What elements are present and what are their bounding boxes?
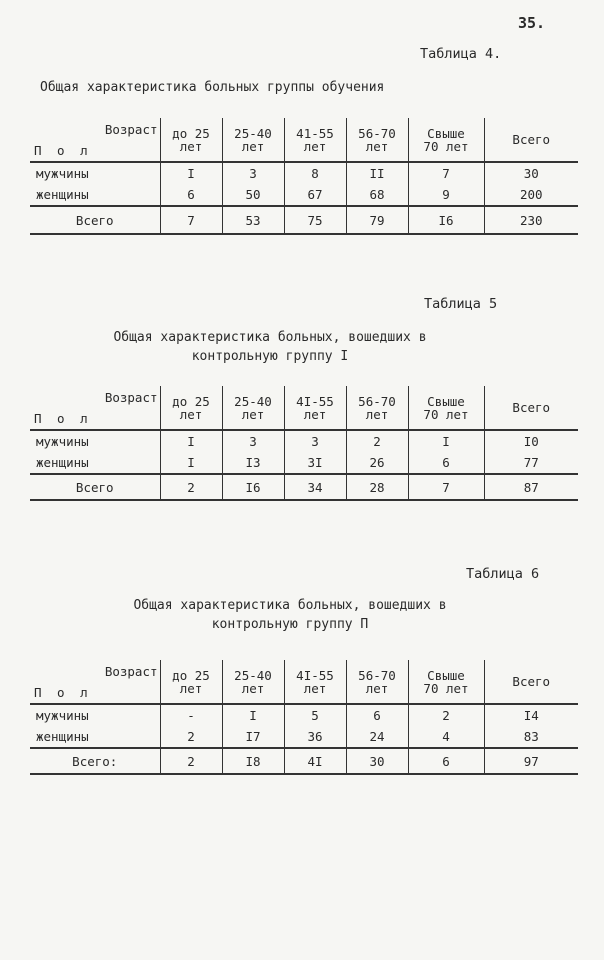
table-title: [40, 78, 460, 97]
table-cell: II: [346, 162, 408, 184]
column-header-line: 25-40: [234, 667, 272, 683]
table-cell: I3: [222, 452, 284, 474]
column-header-line: лет: [365, 680, 389, 696]
column-header-line: лет: [303, 406, 327, 422]
header-age-label: Возраст: [104, 390, 158, 405]
table-cell: 36: [284, 726, 346, 748]
column-header-line: 70 лет: [423, 138, 469, 154]
table-cell: I4: [484, 704, 578, 726]
column-header: [222, 660, 284, 704]
column-header-line: лет: [179, 138, 203, 154]
column-header-line: до 25: [172, 393, 210, 409]
row-label: женщины: [36, 187, 89, 202]
column-header: [222, 118, 284, 162]
table-cell: I7: [222, 726, 284, 748]
total-cell: 79: [346, 206, 408, 234]
table-cell: 24: [346, 726, 408, 748]
column-header: [484, 660, 578, 704]
column-header-line: 25-40: [234, 393, 272, 409]
total-cell: 87: [484, 474, 578, 500]
table-cell: 6: [346, 704, 408, 726]
table-cell: 5: [284, 704, 346, 726]
table-cell: 68: [346, 184, 408, 206]
column-header: [284, 660, 346, 704]
header-corner-cell: [30, 118, 160, 162]
total-cell: 97: [484, 748, 578, 774]
table-cell: 2: [408, 704, 484, 726]
total-cell: 75: [284, 206, 346, 234]
total-cell: 7: [160, 206, 222, 234]
column-header-line: лет: [179, 680, 203, 696]
column-header-line: Всего: [512, 132, 551, 147]
table-cell: 6: [408, 452, 484, 474]
table-cell: 200: [484, 184, 578, 206]
table-cell: I: [160, 452, 222, 474]
total-cell: 230: [484, 206, 578, 234]
header-sex-label: П о л: [34, 411, 92, 426]
total-cell: I8: [222, 748, 284, 774]
column-header-line: лет: [179, 406, 203, 422]
column-header-line: лет: [241, 680, 265, 696]
table-title-line: Общая характеристика больных, вошедших в: [133, 598, 447, 613]
column-header-line: Всего: [512, 400, 551, 415]
table-row: [30, 162, 578, 184]
table-cell: 67: [284, 184, 346, 206]
table-cell: 4: [408, 726, 484, 748]
total-cell: 53: [222, 206, 284, 234]
total-cell: 2: [160, 748, 222, 774]
column-header-line: Всего: [512, 674, 551, 689]
table-cell: I: [408, 430, 484, 452]
table-number: Таблица 6: [466, 566, 540, 582]
total-cell: 30: [346, 748, 408, 774]
table-cell: 7: [408, 162, 484, 184]
row-label: мужчины: [36, 708, 89, 723]
column-header-line: Свыше: [427, 125, 465, 141]
column-header-line: 4I-55: [296, 667, 334, 683]
column-header-line: лет: [241, 406, 265, 422]
table-cell: 2: [346, 430, 408, 452]
table-header-row: [30, 386, 578, 430]
column-header-line: 56-70: [358, 125, 396, 141]
row-label: женщины: [36, 729, 89, 744]
column-header: [160, 118, 222, 162]
column-header: [284, 386, 346, 430]
table-cell: 3I: [284, 452, 346, 474]
column-header-line: 41-55: [296, 125, 334, 141]
column-header-line: 70 лет: [423, 406, 469, 422]
total-row: [30, 206, 578, 234]
total-cell: 34: [284, 474, 346, 500]
row-label: женщины: [36, 455, 89, 470]
table-row: [30, 452, 578, 474]
total-cell: 6: [408, 748, 484, 774]
table-cell: 83: [484, 726, 578, 748]
total-label: Всего:: [30, 748, 160, 774]
table-row: [30, 430, 578, 452]
table-cell: I: [160, 430, 222, 452]
table-title: [110, 596, 470, 634]
table-cell: I: [222, 704, 284, 726]
table-title-line: контрольную группу П: [211, 617, 369, 632]
table-row: [30, 704, 578, 726]
table-cell: I0: [484, 430, 578, 452]
column-header-line: лет: [303, 680, 327, 696]
table-group-training: [30, 118, 578, 235]
table-number: Таблица 4.: [420, 46, 502, 62]
column-header: [346, 660, 408, 704]
table-number: Таблица 5: [424, 296, 498, 312]
column-header-line: до 25: [172, 125, 210, 141]
table-cell: -: [160, 704, 222, 726]
column-header-line: 56-70: [358, 393, 396, 409]
total-label: Всего: [30, 206, 160, 234]
table-cell: 6: [160, 184, 222, 206]
column-header: [284, 118, 346, 162]
total-label: Всего: [30, 474, 160, 500]
table-cell: I: [160, 162, 222, 184]
table-cell: 3: [222, 430, 284, 452]
column-header: [346, 386, 408, 430]
column-header: [408, 386, 484, 430]
table-cell: 26: [346, 452, 408, 474]
header-sex-label: П о л: [34, 143, 92, 158]
column-header-line: 25-40: [234, 125, 272, 141]
column-header-line: лет: [303, 138, 327, 154]
total-cell: I6: [408, 206, 484, 234]
table-row: [30, 184, 578, 206]
column-header-line: лет: [365, 138, 389, 154]
total-row: [30, 748, 578, 774]
table-title-line: Общая характеристика больных группы обучения: [40, 80, 385, 95]
header-corner-cell: [30, 660, 160, 704]
total-cell: 28: [346, 474, 408, 500]
table-row: [30, 726, 578, 748]
column-header: [408, 660, 484, 704]
table-cell: 9: [408, 184, 484, 206]
column-header: [408, 118, 484, 162]
page-number: 35.: [518, 14, 546, 32]
total-cell: 4I: [284, 748, 346, 774]
column-header-line: 56-70: [358, 667, 396, 683]
header-age-label: Возраст: [104, 664, 158, 679]
column-header: [484, 118, 578, 162]
table-header-row: [30, 660, 578, 704]
header-age-label: Возраст: [104, 122, 158, 137]
column-header: [222, 386, 284, 430]
total-cell: 2: [160, 474, 222, 500]
column-header: [160, 386, 222, 430]
table-header-row: [30, 118, 578, 162]
table-title-line: контрольную группу I: [191, 349, 349, 364]
column-header: [484, 386, 578, 430]
total-row: [30, 474, 578, 500]
table-cell: 3: [222, 162, 284, 184]
column-header: [346, 118, 408, 162]
column-header: [160, 660, 222, 704]
header-sex-label: П о л: [34, 685, 92, 700]
column-header-line: Свыше: [427, 667, 465, 683]
table-control-group-1: [30, 386, 578, 501]
column-header-line: лет: [241, 138, 265, 154]
table-title-line: Общая характеристика больных, вошедших в: [113, 330, 427, 345]
table-cell: 3: [284, 430, 346, 452]
column-header-line: Свыше: [427, 393, 465, 409]
table-control-group-2: [30, 660, 578, 775]
table-cell: 77: [484, 452, 578, 474]
row-label: мужчины: [36, 434, 89, 449]
table-title: [90, 328, 450, 366]
column-header-line: лет: [365, 406, 389, 422]
header-corner-cell: [30, 386, 160, 430]
table-cell: 50: [222, 184, 284, 206]
table-cell: 30: [484, 162, 578, 184]
total-cell: I6: [222, 474, 284, 500]
total-cell: 7: [408, 474, 484, 500]
table-cell: 8: [284, 162, 346, 184]
column-header-line: 70 лет: [423, 680, 469, 696]
column-header-line: до 25: [172, 667, 210, 683]
column-header-line: 4I-55: [296, 393, 334, 409]
row-label: мужчины: [36, 166, 89, 181]
table-cell: 2: [160, 726, 222, 748]
